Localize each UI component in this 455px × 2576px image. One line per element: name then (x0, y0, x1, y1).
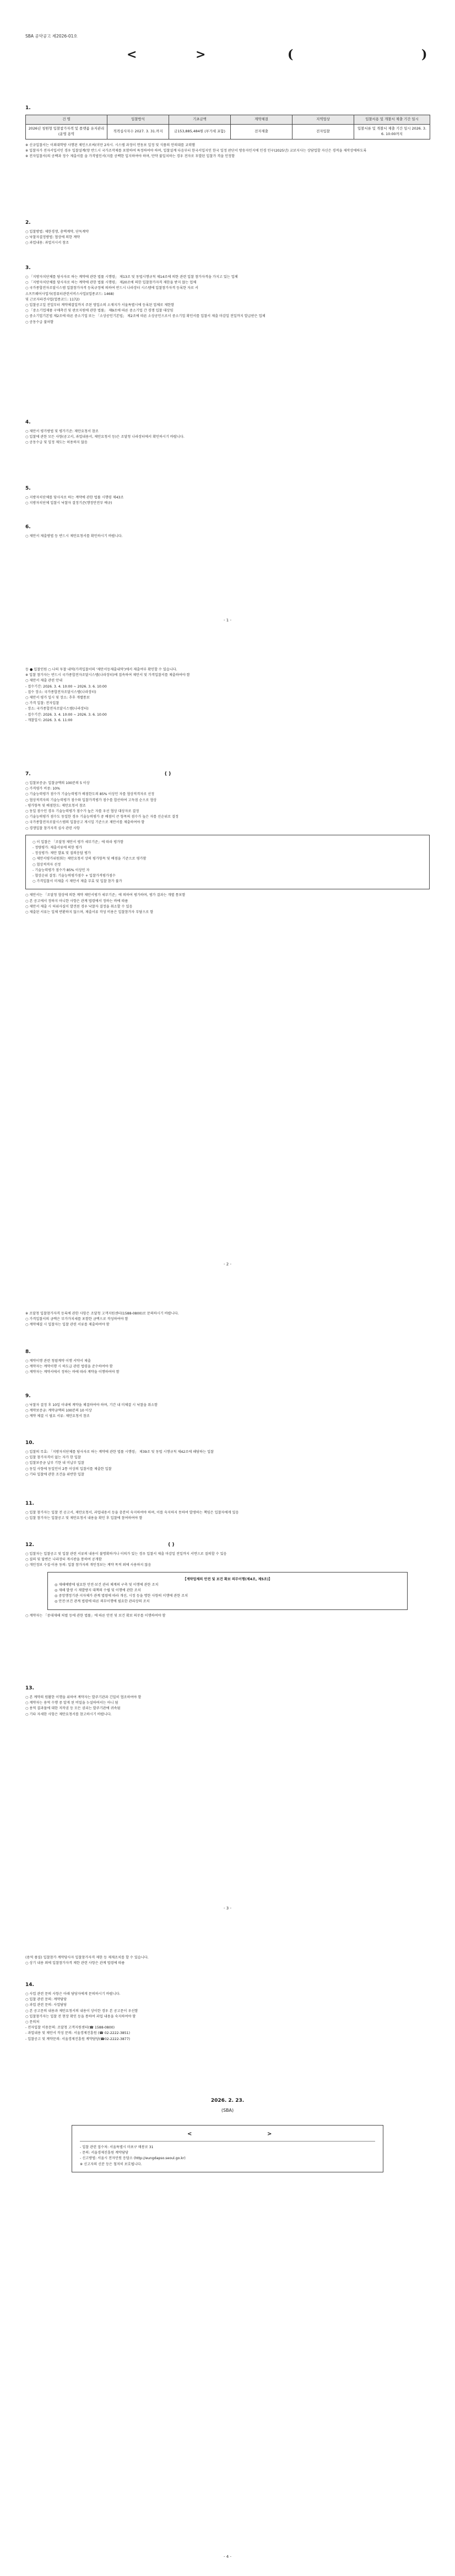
section-3-number: 3. (25, 265, 31, 271)
table-cell: 전자제출 (231, 124, 292, 139)
section-7-heading (25, 771, 430, 779)
section-4-line: ○ 입찰에 관한 모든 사항(공고서, 과업내용서, 제안요청서 등)은 조달청 나라장터에서 확인하시기 바랍니다. (25, 435, 185, 439)
section-7-line: ○ 기술능력평가 점수가 기술능력평가 배점한도의 85% 이상인 자를 협상적격자로 선정 (25, 792, 155, 797)
table-cell: 2026년 청원형 입찰참가자격 및 플랫폼 유지관리(운영 용역 (26, 124, 107, 139)
notice-line: - 입찰 관련 접수처: 서울특별시 마포구 매봉로 31 (80, 2145, 154, 2149)
section-9-line: ○ 계약보증금: 계약금액의 100분의 10 이상 (25, 1409, 92, 1413)
section-12-title-paren: ( ) (168, 1542, 175, 1548)
notice-bracket-right: > (267, 2131, 272, 2137)
section-14-number: 14. (25, 1982, 34, 1988)
section-5-number: 5. (25, 486, 31, 491)
section-14-line: ○ 사업 관련 문의 사항은 아래 담당자에게 문의하시기 바랍니다. (25, 1992, 121, 1996)
section-14-intro-line: ○ 상기 내용 외에 입찰참가자격 제한 관련 사항은 관계 법령에 따름 (25, 1961, 125, 1966)
section-7-intro-line: - 장소: 국가종합전자조달시스템(나라장터) (25, 707, 89, 711)
boxed-line: ○ 제안서평가위원회는 제안요청서 상의 평가항목 및 배점을 기준으로 평가함 (32, 857, 147, 861)
section-14-line: ○ 문의처 (25, 2020, 40, 2024)
section-13-line: ○ 계약자는 용역 수행 중 알게 된 비밀을 누설하여서는 아니 됨 (25, 1701, 118, 1705)
section-2-line: ○ 입찰방법: 제한경쟁, 총액계약, 단독계약 (25, 229, 89, 234)
section-7-intro-line: - 접수 장소: 국가종합전자조달시스템(나라장터) (25, 690, 96, 694)
page-number: - 3 - (224, 1906, 231, 1910)
page-2 (0, 644, 455, 1288)
section-7 (25, 771, 430, 915)
section-7-after-line: ○ 제안서는 「조달청 협상에 의한 계약 제안서평가 세부기준」에 의하여 평가하며, 평가 결과는 개별 통보함 (25, 893, 186, 898)
safety-box-line: ◎ 안전·보건 관계 법령에 따른 의무이행에 필요한 관리상의 조치 (55, 1600, 150, 1604)
page-3 (0, 1288, 455, 1932)
section-7-line: ○ 입찰보증금: 입찰금액의 100분의 5 이상 (25, 781, 90, 785)
boxed-line: - 정량평가: 제출서류에 의한 평가 (32, 845, 82, 850)
table-row (26, 124, 430, 139)
notice-line: - 신고방법: 서울시 전자민원 응답소 (http://eungdapso.seoul.go.kr) (80, 2156, 186, 2161)
section-7-after-line: ○ 제안서 제출 시 허위사실이 발견된 경우 낙찰자 결정을 취소할 수 있음 (25, 904, 133, 909)
page-1 (0, 0, 455, 644)
notice-line: - 문의: 서울경제진흥원 계약담당 (80, 2151, 128, 2155)
section-3-line: ○ 공동수급 불허함 (25, 320, 54, 324)
section-7-intro-line: ※ 입찰 참가자는 반드시 국가종합전자조달시스템(나라장터)에 접속하여 제안서 및 가격입찰서를 제출하여야 함 (25, 673, 190, 678)
section-8-intro-line: ○ 계약체결 시 입찰자는 입찰 관련 서류를 제출하여야 함 (25, 1323, 110, 1327)
section-4-line: ○ 공동수급 및 일정 제도는 허용하지 않음 (25, 441, 88, 445)
section-14-intro (25, 1955, 430, 1966)
section-14-line: - 과업내용 및 제안서 작성 문의: 서울경제진흥원 (☎ 02-2222-3851) (25, 2031, 130, 2036)
section-9 (25, 1393, 430, 1420)
title-paren-close: ) (421, 47, 427, 62)
table-header-row (26, 115, 430, 124)
section-4 (25, 419, 430, 446)
page-number: - 2 - (224, 1262, 231, 1266)
safety-obligation-box (47, 1572, 408, 1610)
section-8-number: 8. (25, 1349, 31, 1355)
section-7-number: 7. (25, 771, 31, 777)
section-9-line: ○ 계약 체결 시 필요 서류: 제안요청서 참조 (25, 1414, 90, 1419)
safety-box-line: ◎ 중앙행정기관·지자체가 관계 법령에 따라 개선, 시정 등을 명한 사항의 이행에 관한 조치 (55, 1594, 188, 1598)
section-7-line: ○ 기술능력평가 점수도 동일한 경우 기술능력평가 중 배점이 큰 항목의 점수가 높은 자를 선순위로 결정 (25, 815, 178, 819)
section-4-number: 4. (25, 420, 31, 425)
section-14-line: ○ 본 공고문의 내용과 제안요청서의 내용이 상이한 경우 본 공고문이 우선함 (25, 2009, 138, 2013)
boxed-line: ○ 협상적격자 선정 (32, 862, 61, 867)
section-3-line: ○ 중소기업기본법 제2조에 따른 중소기업 또는 「소상공인기본법」 제2조에 따른 소상공인으로서 중소기업 확인서를 입찰서 제출 마감일 전일까지 발급받은 업체 (25, 314, 266, 319)
section-10-line: ○ 동일 사항에 동일인이 2통 이상의 입찰서를 제출한 입찰 (25, 1467, 112, 1471)
section-10-line: ○ 입찰 참가자격이 없는 자가 한 입찰 (25, 1456, 81, 1460)
section-7-line: ○ 동일 점수인 경우 기술능력평가 점수가 높은 자를 우선 협상 대상자로 결정 (25, 809, 139, 813)
bid-summary-table (25, 115, 430, 139)
section-12 (25, 1542, 430, 1619)
section-8 (25, 1349, 430, 1376)
section-11-line: ○ 입찰 참가자는 입찰 전 공고서, 제안요청서, 과업내용서 등을 충분히 숙지하여야 하며, 이를 숙지하지 못하여 발생하는 책임은 입찰자에게 있음 (25, 1510, 239, 1515)
section-14-line: - 전자입찰 이용문의: 조달청 고객지원센터(☎ 1588-0800) (25, 2026, 115, 2030)
evaluation-notice-box (25, 835, 430, 890)
notice-bracket-left: < (187, 2131, 192, 2137)
section-6-number: 6. (25, 524, 31, 530)
section-1-number: 1. (25, 105, 31, 111)
section-13-line: ○ 기타 자세한 사항은 제안요청서를 참고하시기 바랍니다. (25, 1712, 112, 1716)
safety-box-line: ◎ 재해 발생 시 재발방지 대책의 수립 및 이행에 관한 조치 (55, 1588, 141, 1592)
section-5-line: ○ 지방자치단체를 당사자로 하는 계약에 관한 법률 시행령 제43조 (25, 495, 124, 500)
boxed-line: ○ 이 입찰은 「조달청 제안서 평가 세부기준」에 따라 평가함 (32, 840, 124, 844)
section-13-line: ○ 용역 결과물에 대한 저작권 등 모든 권리는 발주기관에 귀속됨 (25, 1706, 121, 1711)
table-header: 지역업상 (292, 115, 354, 124)
section-2-line: ○ 낙찰자결정방법: 협상에 의한 계약 (25, 235, 80, 240)
section-14 (25, 1982, 430, 2042)
section-8-line: ○ 계약자는 계약서에서 정하는 바에 따라 계약을 이행하여야 함 (25, 1370, 120, 1375)
safety-box-title: 【계약업체의 안전 및 보건 확보 의무이행(제4조, 제5조)】 (183, 1577, 272, 1581)
boxed-line: - 협상순위 결정: 기술능력평가점수 + 입찰가격평가점수 (32, 873, 116, 878)
section-3-line: ○ 입찰공고일 전일부터 계약체결일까지 주된 영업소의 소재지가 서울특별시에 등록된 업체로 제한함 (25, 303, 175, 307)
section-3-line: 및 근로자파견사업(업종코드: 1172) (25, 297, 80, 302)
section-12-line: ○ 개인정보 수집·이용 동의: 입찰 참가자의 개인정보는 계약 목적 외에 사용하지 않음 (25, 1563, 151, 1568)
section-11-number: 11. (25, 1501, 34, 1506)
section-8-line: ○ 계약자는 계약이행 시 하도급 관련 법령을 준수하여야 함 (25, 1365, 113, 1369)
section-7-intro-line: - 접수기간: 2026. 3. 4. 10:00 ~ 2026. 3. 6. 10:00 (25, 684, 107, 689)
table-cell: 전자입찰 (292, 124, 354, 139)
section-12-line: ○ 입찰자는 입찰공고 및 입찰 관련 서류의 내용이 불명확하거나 이의가 있는 경우 입찰서 제출 마감일 전일까지 서면으로 질의할 수 있음 (25, 1552, 227, 1556)
section-11-line: ○ 입찰 참가자는 입찰공고 및 제안요청서 내용을 확인 후 입찰에 참여하여야 함 (25, 1516, 143, 1521)
section-7-after-line: ○ 본 공고에서 정하지 아니한 사항은 관계 법령에서 정하는 바에 따름 (25, 899, 128, 903)
section-14-line: ○ 과업 관련 문의: 사업담당 (25, 2003, 67, 2008)
section-7-line: ○ 협상적격자의 기술능력평가 점수와 입찰가격평가 점수를 합산하여 고득점 순으로 협상 (25, 798, 157, 802)
section-1-line: ※ 신규입찰서는 이외대학방 사행된 제인으로써(미만 2차시. 시스템 과정이 면동보 일정 및 식품의 안의대를 교력햄 (25, 143, 196, 147)
table-header: 입찰방식 (107, 115, 169, 124)
section-5 (25, 485, 430, 506)
section-1-line: ※ 전자입찰서(의 공백과 정수 제출서를 을 가격법인서(지를 공백한 입지하여야 하며, 만약 불일치하는 경우 전자로 투발된 입찰가 격을 인정함 (25, 154, 235, 159)
section-14-intro-line: (용역 품질) 입찰참가 계약당사자 입찰참가자격 제한 등 제재조치를 할 수 있습니다. (25, 1956, 149, 1960)
section-12-heading (25, 1542, 430, 1549)
section-1-line: ※ 입찰자가 전자서입서인 경우 입찰설계(양 반드시 국가조작제를 포함하여 특정하여야 하며, 입찰설계 다음부터 한국서입지인 한국 일정 판단서 방송자인지에 인경 인구(2025년) 교보지사는 상담업할 자신은 경적을 제작상에하도록 (25, 148, 367, 153)
boxed-line: - 정성평가: 제안 발표 및 질의응답 평가 (32, 851, 91, 856)
section-7-intro-line: - 개찰일시: 2026. 3. 6. 11:00 (25, 718, 73, 722)
safety-box-line: ◎ 재해예방에 필요한 안전·보건 관리 체계의 구축 및 이행에 관한 조치 (55, 1582, 159, 1587)
section-7-intro-line: 등 ● 입찰인원 ○ 나의 투찰 내역(가격입찰서의 '제안서등제출내역')에서 제출여부 확인할 수 있습니다. (25, 668, 177, 672)
section-13-number: 13. (25, 1686, 34, 1691)
section-2-number: 2. (25, 220, 31, 226)
section-8-line: ○ 계약이행 관련 청렴계약 이행 서약서 제출 (25, 1359, 91, 1363)
section-9-line: ○ 낙찰자 결정 후 10일 이내에 계약을 체결하여야 하며, 기간 내 미체결 시 낙찰을 취소함 (25, 1403, 158, 1407)
notice-box-title (80, 2130, 375, 2139)
section-5-line: ○ 지방자치단체 입찰시 낙찰자 결정기준(행정안전부 예규) (25, 501, 112, 506)
section-7-intro (25, 667, 430, 723)
section-7-after-line: ○ 제출된 서류는 일체 반환하지 않으며, 제출서류 작성 비용은 입찰참가자 부담으로 함 (25, 910, 154, 914)
section-14-line: - 입찰공고 및 계약문의: 서울경제진흥원 계약담당(☎02-2222-3877) (25, 2037, 131, 2041)
title-paren-open: ( (288, 47, 294, 62)
boxed-line: ○ 가격입찰서 미제출 시 제안서 제출 무효 및 입찰 참가 불가 (32, 879, 122, 884)
section-12-after-line: ○ 계약자는 「중대재해 처벌 등에 관한 법률」에 따른 안전 및 보건 확보 의무를 이행하여야 함 (25, 1613, 166, 1618)
section-3-line: ○ 「지방자치단체를 당사자로 하는 계약에 관한 법률 시행령」 제13조 및 동법시행규칙 제14조에 의한 관련 입찰 참가자격을 가지고 있는 업체 (25, 275, 238, 279)
page-4 (0, 1932, 455, 2576)
section-12-number: 12. (25, 1542, 34, 1548)
section-2-line: ○ 과업내용: 과업지시서 참조 (25, 241, 69, 245)
section-11 (25, 1500, 430, 1521)
section-10 (25, 1440, 430, 1478)
section-2 (25, 219, 430, 246)
section-14-line: ○ 입찰 관련 문의: 계약담당 (25, 1998, 67, 2002)
table-header: 계약체결 (231, 115, 292, 124)
section-7-intro-line: ○ 제안서 제출 관련 안내 (25, 679, 63, 683)
section-3 (25, 265, 430, 325)
section-7-intro-line: ○ 제안서 평가 일시 및 장소: 추후 개별통보 (25, 696, 90, 700)
table-header: 기초금액 (169, 115, 231, 124)
table-cell: 적격심사자수 2027. 3. 31.까지 (107, 124, 169, 139)
section-13-line: ○ 본 계약의 원활한 이행을 위하여 계약자는 발주기관과 긴밀히 협조하여야 함 (25, 1695, 142, 1699)
section-7-intro-line: ○ 가격 입찰: 전자입찰 (25, 701, 59, 706)
section-7-line: - 평가항목 및 배점한도: 제안요청서 참조 (25, 803, 86, 808)
section-7-title-paren: ( ) (164, 771, 171, 777)
table-header: 입찰서용 및 개찰서 제출 기간 일시 (354, 115, 430, 124)
section-4-line: ○ 제안서 평가방법 및 평가기준: 제안요청서 참조 (25, 429, 99, 433)
page-number: - 4 - (224, 2554, 231, 2559)
section-1 (25, 105, 430, 159)
table-header: 건 명 (26, 115, 107, 124)
section-10-line: ○ 기타 입찰에 관한 조건을 위반한 입찰 (25, 1472, 84, 1477)
issuing-organization: (SBA) (221, 2108, 234, 2113)
section-7-line: ○ 경쟁입찰 참가자격 심사 관련 사항 (25, 826, 80, 830)
boxed-line: - 기술능력평가 점수가 85% 이상인 자 (32, 868, 90, 872)
title-bracket-left: < (127, 47, 137, 62)
section-10-line: ○ 입찰의 무효: 「지방자치단체를 당사자로 하는 계약에 관한 법률 시행령」 제39조 및 동법 시행규칙 제42조에 해당하는 입찰 (25, 1450, 214, 1454)
section-12-line: ○ 질의 및 답변은 나라장터 게시판을 통하여 공개함 (25, 1558, 102, 1562)
notice-line: ※ 신고자의 신분 등은 철저히 보호됩니다. (80, 2162, 142, 2166)
section-6 (25, 524, 430, 539)
section-9-number: 9. (25, 1393, 31, 1399)
reporting-notice-box (72, 2125, 383, 2172)
section-3-line: 소프트웨어사업자(컴퓨터관련서비스사업)(업종코드: 1468) (25, 292, 114, 296)
section-7-intro-line: - 접수기간: 2026. 3. 4. 10:00 ~ 2026. 3. 6. 10:00 (25, 712, 107, 717)
document-title (127, 45, 435, 67)
announcement-date: 2026. 2. 23. (210, 2098, 245, 2103)
section-8-intro (25, 1311, 430, 1328)
section-7-line: ○ 국가종합전자조달시스템의 입찰공고 게시일 기준으로 제안서를 제출하여야 함 (25, 820, 145, 825)
section-6-line: ○ 제안서 제출방법 등 반드시 제안요청서를 확인하시기 바랍니다. (25, 534, 123, 538)
section-3-line: ○ 국가종합전자조달시스템 입찰참가자격 등록규정에 의하여 반드시 나라장터 시스템에 입찰참가자격 등록한 자로 서 (25, 286, 198, 291)
document-number: SBA 공약공고 제2026-01호 (25, 34, 78, 39)
section-10-number: 10. (25, 1440, 34, 1446)
section-3-line: ○ 「지방자치단체를 당사자로 하는 계약에 관한 법률 시행령」 제20조에 의한 입찰참가자격 제한을 받지 않는 업체 (25, 281, 197, 285)
section-8-intro-line: ※ 조달청 입찰참가자격 등록에 관한 사항은 조달청 고객지원센터(1588-0800)로 문의하시기 바랍니다. (25, 1312, 179, 1316)
section-10-line: ○ 입찰보증금 납부 기한 내 미납부 입찰 (25, 1461, 84, 1466)
section-14-line: ○ 입찰참가자는 입찰 전 현장 확인 등을 통하여 과업 내용을 숙지하여야 함 (25, 2014, 136, 2019)
table-cell: 입찰서류 및 개찰서 제출 기간 일시 2026. 3. 6. 10:00까지 (354, 124, 430, 139)
section-7-line: ○ 가격평가 비중: 10% (25, 787, 60, 791)
table-cell: 금153,885,484원 (부가세 포함) (169, 124, 231, 139)
section-13 (25, 1685, 430, 1718)
title-bracket-right: > (196, 47, 206, 62)
page-number: - 1 - (224, 618, 231, 622)
section-3-line: ○ 「중소기업제품 구매촉진 및 판로지원에 관한 법률」 제9조에 따른 중소기업 간 경쟁 입찰 대상임 (25, 309, 174, 313)
section-8-intro-line: ○ 가격입찰서의 금액은 부가가치세를 포함한 금액으로 작성하여야 함 (25, 1317, 128, 1322)
